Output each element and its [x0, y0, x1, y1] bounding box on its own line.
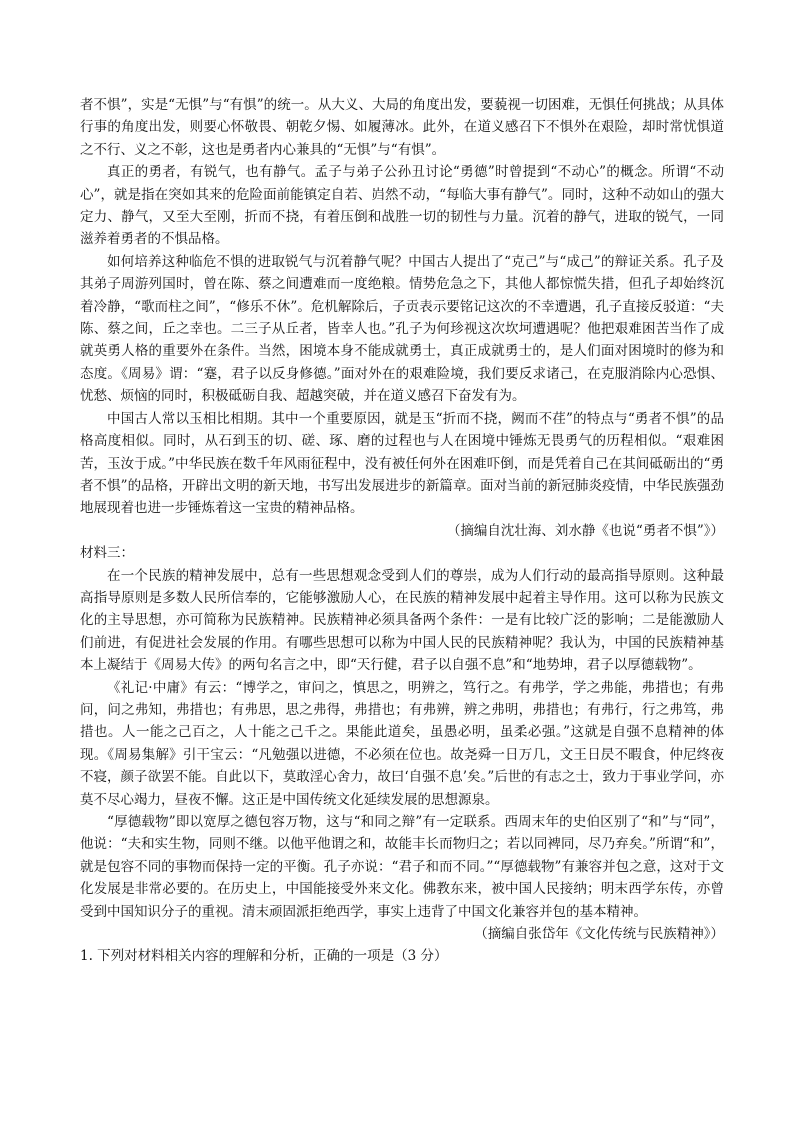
material3-paragraph-1: 在一个民族的精神发展中，总有一些思想观念受到人们的尊崇，成为人们行动的最高指导原则。这种最高指导原则是多数人民所信奉的，它能够激励人心，在民族的精神发展中起着主导作用。这可以称为民族文化的主导思想，亦可简称为民族精神。民族精神必须具备两个条件：一是有比较广泛的影响；二是能激励人们前进，有促进社会发展的作用。有哪些思想可以称为中国人民的民族精神呢？我认为，中国的民族精神基本上凝结于《周易大传》的两句名言之中，即“天行健，君子以自强不息”和“地势坤，君子以厚德载物”。	[80, 567, 724, 674]
material3-label: 材料三：	[80, 545, 134, 562]
material3-source: （摘编自张岱年《文化传统与民族精神》）	[474, 926, 724, 943]
material2-paragraph-3: 如何培养这种临危不惧的进取锐气与沉着静气呢？中国古人提出了“克己”与“成己”的辩证关系。孔子及其弟子周游列国时，曾在陈、蔡之间遭难而一度绝粮。情势危急之下，其他人都惊慌失措，但孔子却始终沉着冷静，“歌而柱之间”，“修乐不休”。危机解除后，子贡表示要铭记这次的不幸遭遇，孔子直接反驳道：“夫陈、蔡之间，丘之幸也。二三子从丘者，皆幸人也。”孔子为何珍视这次坎坷遭遇呢？他把艰难困苦当作了成就英勇人格的重要外在条件。当然，困境本身不能成就勇士，真正成就勇士的，是人们面对困境时的修为和态度。《周易》谓：“蹇，君子以反身修德。”面对外在的艰难险境，我们要反求诸己，在克服消除内心恐惧、忧愁、烦恼的同时，积极砥砺自我、超越突破，并在道义感召下奋发有为。	[80, 253, 724, 405]
question-1-stem: 1. 下列对材料相关内容的理解和分析，正确的一项是（3 分）	[80, 948, 448, 965]
exam-page	[80, 94, 724, 968]
material3-paragraph-2: 《礼记·中庸》有云：“博学之，审问之，慎思之，明辨之，笃行之。有弗学，学之弗能，弗措也；有弗问，问之弗知，弗措也；有弗思，思之弗得，弗措也；有弗辨，辨之弗明，弗措也；有弗行，行之弗笃，弗措也。人一能之己百之，人十能之己千之。果能此道矣，虽愚必明，虽柔必强。”这就是自强不息精神的体现。《周易集解》引干宝云：“凡勉强以进德，不必须在位也。故尧舜一日万几，文王日昃不暇食，仲尼终夜不寝，颜子欲罢不能。自此以下，莫敢淫心舍力，故曰‘自强不息’矣。”后世的有志之士，致力于事业学问，亦莫不尽心竭力，昼夜不懈。这正是中国传统文化延续发展的思想源泉。	[80, 679, 724, 808]
material2-paragraph-2: 真正的勇者，有锐气，也有静气。孟子与弟子公孙丑讨论“勇德”时曾提到“不动心”的概念。所谓“不动心”，就是指在突如其来的危险面前能镇定自若、岿然不动，“每临大事有静气”。同时，这种不动如山的强大定力、静气，又至大至刚，折而不挠，有着压倒和战胜一切的韧性与力量。沉着的静气，进取的锐气，一同滋养着勇者的不惧品格。	[80, 164, 724, 248]
material2-paragraph-4: 中国古人常以玉相比相期。其中一个重要原因，就是玉“折而不挠，阙而不荏”的特点与“勇者不惧”的品格高度相似。同时，从石到玉的切、磋、琢、磨的过程也与人在困境中锤炼无畏勇气的历程相似。“艰难困苦，玉汝于成。”中华民族在数千年风雨征程中，没有被任何外在困难吓倒，而是凭着自己在其间砥砺出的“勇者不惧”的品格，开辟出文明的新天地，书写出发展进步的新篇章。面对当前的新冠肺炎疫情，中华民族强劲地展现着也进一步锤炼着这一宝贵的精神品格。	[80, 410, 724, 517]
material3-paragraph-3: “厚德载物”即以宽厚之德包容万物，这与“和同之辩”有一定联系。西周末年的史伯区别了“和”与“同”，他说：“夫和实生物，同则不继。以他平他谓之和，故能丰长而物归之；若以同裨同，尽乃弃矣。”所谓“和”，就是包容不同的事物而保持一定的平衡。孔子亦说：“君子和而不同。”“厚德载物”有兼容并包之意，这对于文化发展是非常必要的。在历史上，中国能接受外来文化。佛教东来，被中国人民接纳；明末西学东传，亦曾受到中国知识分子的重视。清末顽固派拒绝西学，事实上违背了中国文化兼容并包的基本精神。	[80, 814, 724, 920]
material2-source: （摘编自沈壮海、刘水静《也说“勇者不惧”》）	[446, 522, 724, 539]
material2-paragraph-1: 者不惧”，实是“无惧”与“有惧”的统一。从大义、大局的角度出发，要藐视一切困难，无惧任何挑战；从具体行事的角度出发，则要心怀敬畏、朝乾夕惕、如履薄冰。此外，在道义感召下不惧外在艰险，却时常忧惧道之不行、义之不彰，这也是勇者内心兼具的“无惧”与“有惧”。	[80, 97, 724, 158]
